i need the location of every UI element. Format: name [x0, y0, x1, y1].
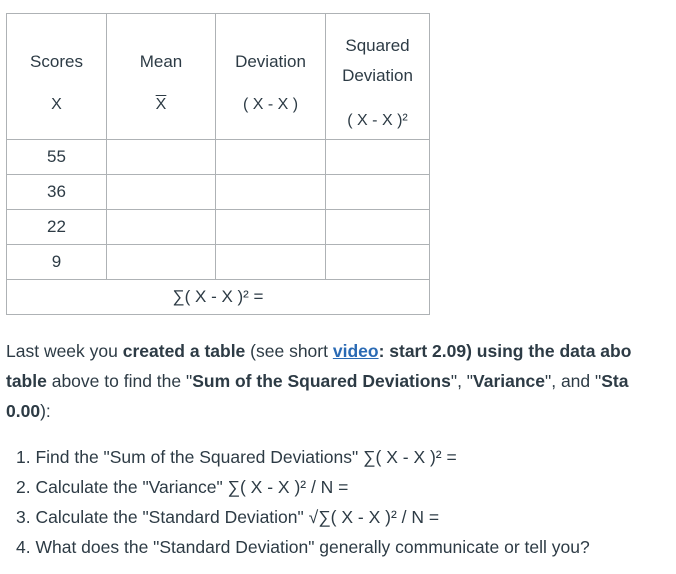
text-span: above to find the "	[46, 371, 193, 391]
header-scores	[7, 14, 107, 140]
squared-cell	[326, 140, 430, 175]
list-item: 4. What does the "Standard Deviation" generally communicate or tell you?	[16, 537, 590, 557]
sum-formula-cell: ∑( X - X )² =	[7, 280, 430, 315]
text-span: Last week you	[6, 341, 123, 361]
paragraph-line-3	[6, 396, 676, 426]
text-span: ", and "	[545, 371, 602, 391]
sum-row	[7, 280, 430, 315]
header-deviation	[216, 14, 326, 140]
text-span: ", "	[450, 371, 474, 391]
bold-text: table	[6, 371, 47, 391]
instructions-paragraph	[6, 336, 676, 426]
bold-text: Variance	[473, 371, 546, 391]
squared-cell	[326, 245, 430, 280]
deviation-cell	[216, 210, 326, 245]
squared-cell	[326, 175, 430, 210]
header-squared-symbol: ( X - X )²	[347, 112, 408, 129]
list-item: 1. Find the "Sum of the Squared Deviations" ∑( X - X )² =	[16, 447, 457, 467]
bold-text: Sta	[601, 371, 629, 391]
header-mean	[107, 14, 216, 140]
header-deviation-label: Deviation	[235, 52, 306, 71]
statistics-table	[6, 13, 430, 315]
text-span: ):	[40, 401, 51, 421]
header-scores-symbol: X	[51, 96, 62, 113]
header-mean-symbol: $\overline{X}$	[155, 96, 167, 113]
header-row	[7, 14, 430, 140]
header-squared-label-1: Squared	[345, 36, 410, 55]
header-deviation-symbol: ( X - X )	[242, 96, 299, 113]
text-span: (see short	[245, 341, 333, 361]
video-link[interactable]: video	[332, 341, 379, 361]
paragraph-line-2	[6, 366, 676, 396]
table-row	[7, 140, 430, 175]
list-item: 2. Calculate the "Variance" ∑( X - X )² / N =	[16, 477, 349, 497]
mean-cell	[107, 245, 216, 280]
mean-cell	[107, 210, 216, 245]
mean-cell	[107, 175, 216, 210]
paragraph-line-1	[6, 336, 676, 366]
list-item: 3. Calculate the "Standard Deviation" √∑( X - X )² / N =	[16, 507, 440, 527]
table-row	[7, 175, 430, 210]
score-cell: 36	[7, 175, 107, 210]
score-cell: 55	[7, 140, 107, 175]
mean-cell	[107, 140, 216, 175]
bold-text: created a table	[122, 341, 246, 361]
bold-text: using the data abo	[471, 341, 632, 361]
deviation-cell	[216, 140, 326, 175]
header-squared-deviation	[326, 14, 430, 140]
table-row	[7, 210, 430, 245]
score-cell: 9	[7, 245, 107, 280]
bold-text: : start 2.09)	[378, 341, 472, 361]
header-scores-label: Scores	[30, 52, 83, 71]
deviation-cell	[216, 175, 326, 210]
bold-text: 0.00	[6, 401, 41, 421]
question-list	[16, 442, 590, 562]
deviation-cell	[216, 245, 326, 280]
table-row	[7, 245, 430, 280]
bold-text: Sum of the Squared Deviations	[192, 371, 451, 391]
header-squared-label-2: Deviation	[342, 66, 413, 85]
score-cell: 22	[7, 210, 107, 245]
header-mean-label: Mean	[139, 52, 183, 71]
squared-cell	[326, 210, 430, 245]
